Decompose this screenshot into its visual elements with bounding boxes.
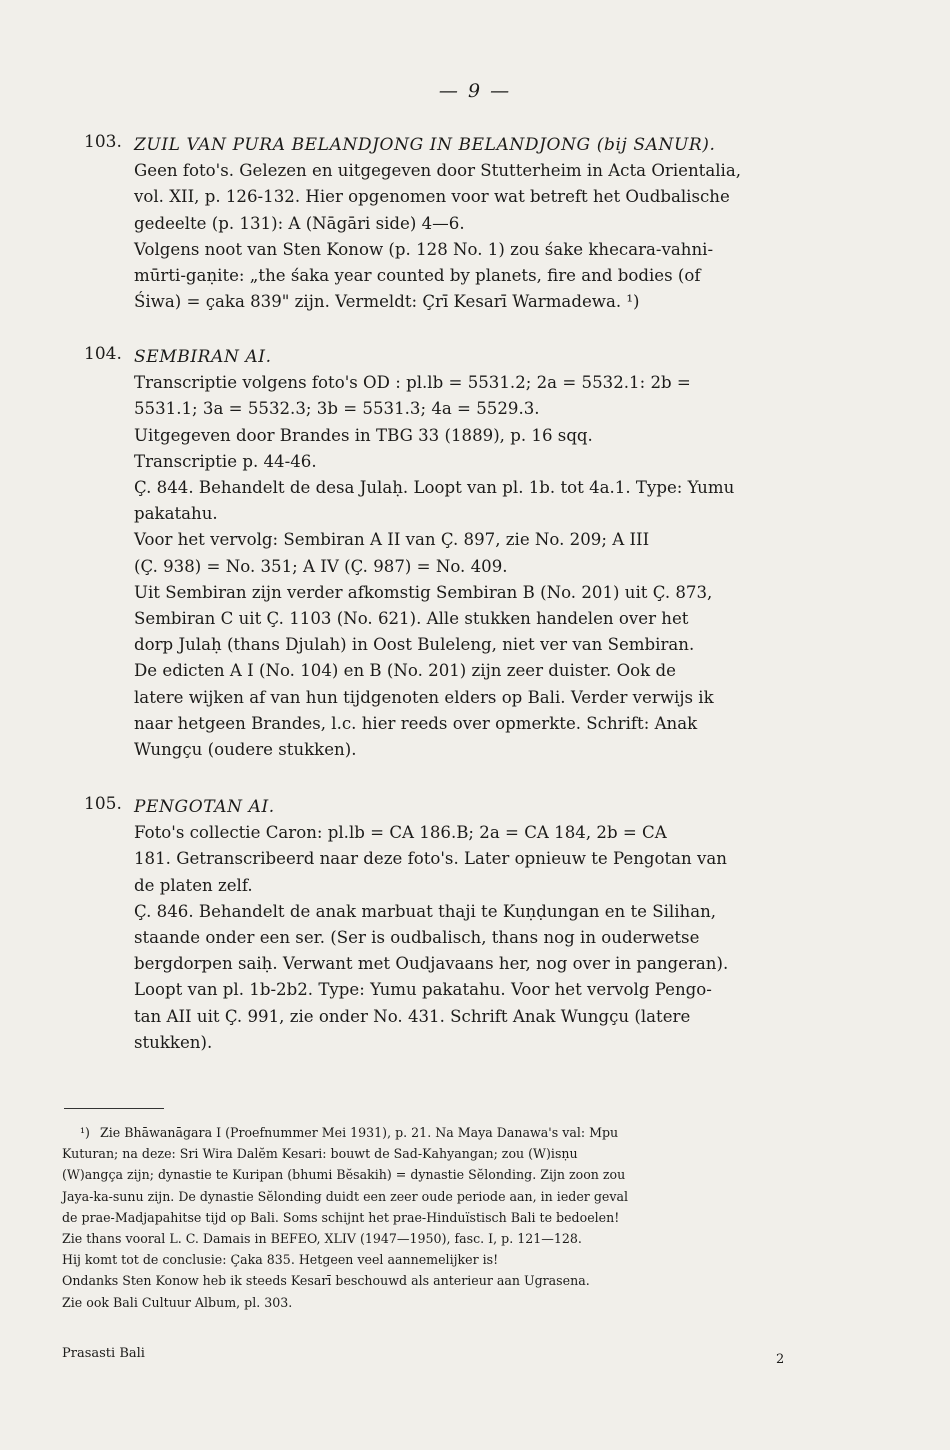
footnote-line: de prae-Madjapahitse tijd op Bali. Soms schijnt het prae-Hinduïstisch Bali te bedoelen! <box>62 1209 620 1225</box>
entry-line: De edicten A I (No. 104) en B (No. 201) zijn zeer duister. Ook de <box>134 661 676 681</box>
footnote-text: Zie Bhāwanāgara I (Proefnummer Mei 1931), p. 21. Na Maya Danawa's val: Mpu <box>99 1125 619 1140</box>
entry-title: PENGOTAN AI. <box>134 797 275 817</box>
entry-line: pakatahu. <box>134 504 218 524</box>
entry-line: Ç. 846. Behandelt de anak marbuat thaji te Kuṇḍungan en te Silihan, <box>134 901 717 921</box>
entry-line: 5531.1; 3a = 5532.3; 3b = 5531.3; 4a = 5529.3. <box>134 399 540 419</box>
entry-line: latere wijken af van hun tijdgenoten elders op Bali. Verder verwijs ik <box>134 687 714 707</box>
entry-line: naar hetgeen Brandes, l.c. hier reeds over opmerkte. Schrift: Anak <box>134 713 698 733</box>
footnote-line: Ondanks Sten Konow heb ik steeds Kesarī beschouwd als anterieur aan Ugrasena. <box>62 1273 590 1289</box>
footnote-line: Zie ook Bali Cultuur Album, pl. 303. <box>62 1294 293 1310</box>
entry-line: Śiwa) = çaka 839" zijn. Vermeldt: Çrī Kesarī Warmadewa. ¹) <box>134 292 640 312</box>
entry-line: gedeelte (p. 131): A (Nāgāri side) 4—6. <box>134 213 465 233</box>
footnote-line: (W)angça zijn; dynastie te Kuripan (bhumi Bĕsakih) = dynastie Sĕlonding. Zijn zoon zou <box>62 1167 626 1183</box>
footnote-line: Jaya-ka-sunu zijn. De dynastie Sĕlonding duidt een zeer oude periode aan, in ieder geval <box>62 1188 628 1204</box>
entry-number: 105. <box>84 794 122 814</box>
footnote-rule <box>64 1108 164 1109</box>
entry-number: 103. <box>84 132 122 152</box>
footnote-line: Hij komt tot de conclusie: Çaka 835. Hetgeen veel aannemelijker is! <box>62 1252 499 1268</box>
entry-line: tan AII uit Ç. 991, zie onder No. 431. Schrift Anak Wungçu (latere <box>134 1006 691 1026</box>
entry-line: Foto's collectie Caron: pl.lb = CA 186.B; 2a = CA 184, 2b = CA <box>134 823 667 843</box>
entry-line: bergdorpen saiḥ. Verwant met Oudjavaans her, nog over in pangeran). <box>134 954 729 974</box>
entry-line: (Ç. 938) = No. 351; A IV (Ç. 987) = No. 409. <box>134 556 508 576</box>
entry-104 <box>84 344 796 763</box>
running-footer: Prasasti Bali <box>62 1346 145 1361</box>
entry-line: Sembiran C uit Ç. 1103 (No. 621). Alle stukken handelen over het <box>134 609 689 629</box>
entry-line: Wungçu (oudere stukken). <box>134 740 357 760</box>
entry-line: Volgens noot van Sten Konow (p. 128 No. 1) zou śake khecara-vahni- <box>134 239 714 259</box>
entry-line: Transcriptie p. 44-46. <box>134 451 317 471</box>
footnote-line: Zie thans vooral L. C. Damais in BEFEO, XLIV (1947—1950), fasc. I, p. 121—128. <box>62 1231 582 1247</box>
entry-line: staande onder een ser. (Ser is oudbalisch, thans nog in ouderwetse <box>134 928 700 948</box>
entry-105 <box>84 794 796 1056</box>
entry-title: SEMBIRAN AI. <box>134 347 272 367</box>
entry-line: 181. Getranscribeerd naar deze foto's. Later opnieuw te Pengotan van <box>134 849 727 869</box>
entry-line: Voor het vervolg: Sembiran A II van Ç. 897, zie No. 209; A III <box>134 530 650 550</box>
entry-line: stukken). <box>134 1032 213 1052</box>
entry-line: de platen zelf. <box>134 875 253 895</box>
footnote <box>62 1122 792 1313</box>
entry-line: Uit Sembiran zijn verder afkomstig Sembiran B (No. 201) uit Ç. 873, <box>134 582 713 602</box>
signature-number: 2 <box>776 1352 785 1367</box>
page-number: — 9 — <box>438 80 512 102</box>
entry-line: Geen foto's. Gelezen en uitgegeven door Stutterheim in Acta Orientalia, <box>134 161 742 181</box>
entry-line: mūrti-gaṇite: „the śaka year counted by planets, fire and bodies (of <box>134 266 701 286</box>
entry-line: vol. XII, p. 126-132. Hier opgenomen voor wat betreft het Oudbalische <box>134 187 730 207</box>
footnote-mark: ¹) <box>80 1125 90 1140</box>
footnote-line <box>62 1122 792 1143</box>
footnote-line: Kuturan; na deze: Sri Wira Dalĕm Kesari: bouwt de Sad-Kahyangan; zou (W)isṇu <box>62 1146 578 1162</box>
entry-line: Transcriptie volgens foto's OD : pl.lb = 5531.2; 2a = 5532.1: 2b = <box>134 373 691 393</box>
entry-line: dorp Julaḥ (thans Djulah) in Oost Buleleng, niet ver van Sembiran. <box>134 635 695 655</box>
entry-number: 104. <box>84 344 122 364</box>
entry-line: Ç. 844. Behandelt de desa Julaḥ. Loopt van pl. 1b. tot 4a.1. Type: Yumu <box>134 478 735 498</box>
entry-line: Uitgegeven door Brandes in TBG 33 (1889), p. 16 sqq. <box>134 425 593 445</box>
entry-line: Loopt van pl. 1b-2b2. Type: Yumu pakatahu. Voor het vervolg Pengo- <box>134 980 712 1000</box>
entry-103 <box>84 132 796 315</box>
entry-title: ZUIL VAN PURA BELANDJONG IN BELANDJONG (bij SANUR). <box>134 135 716 155</box>
